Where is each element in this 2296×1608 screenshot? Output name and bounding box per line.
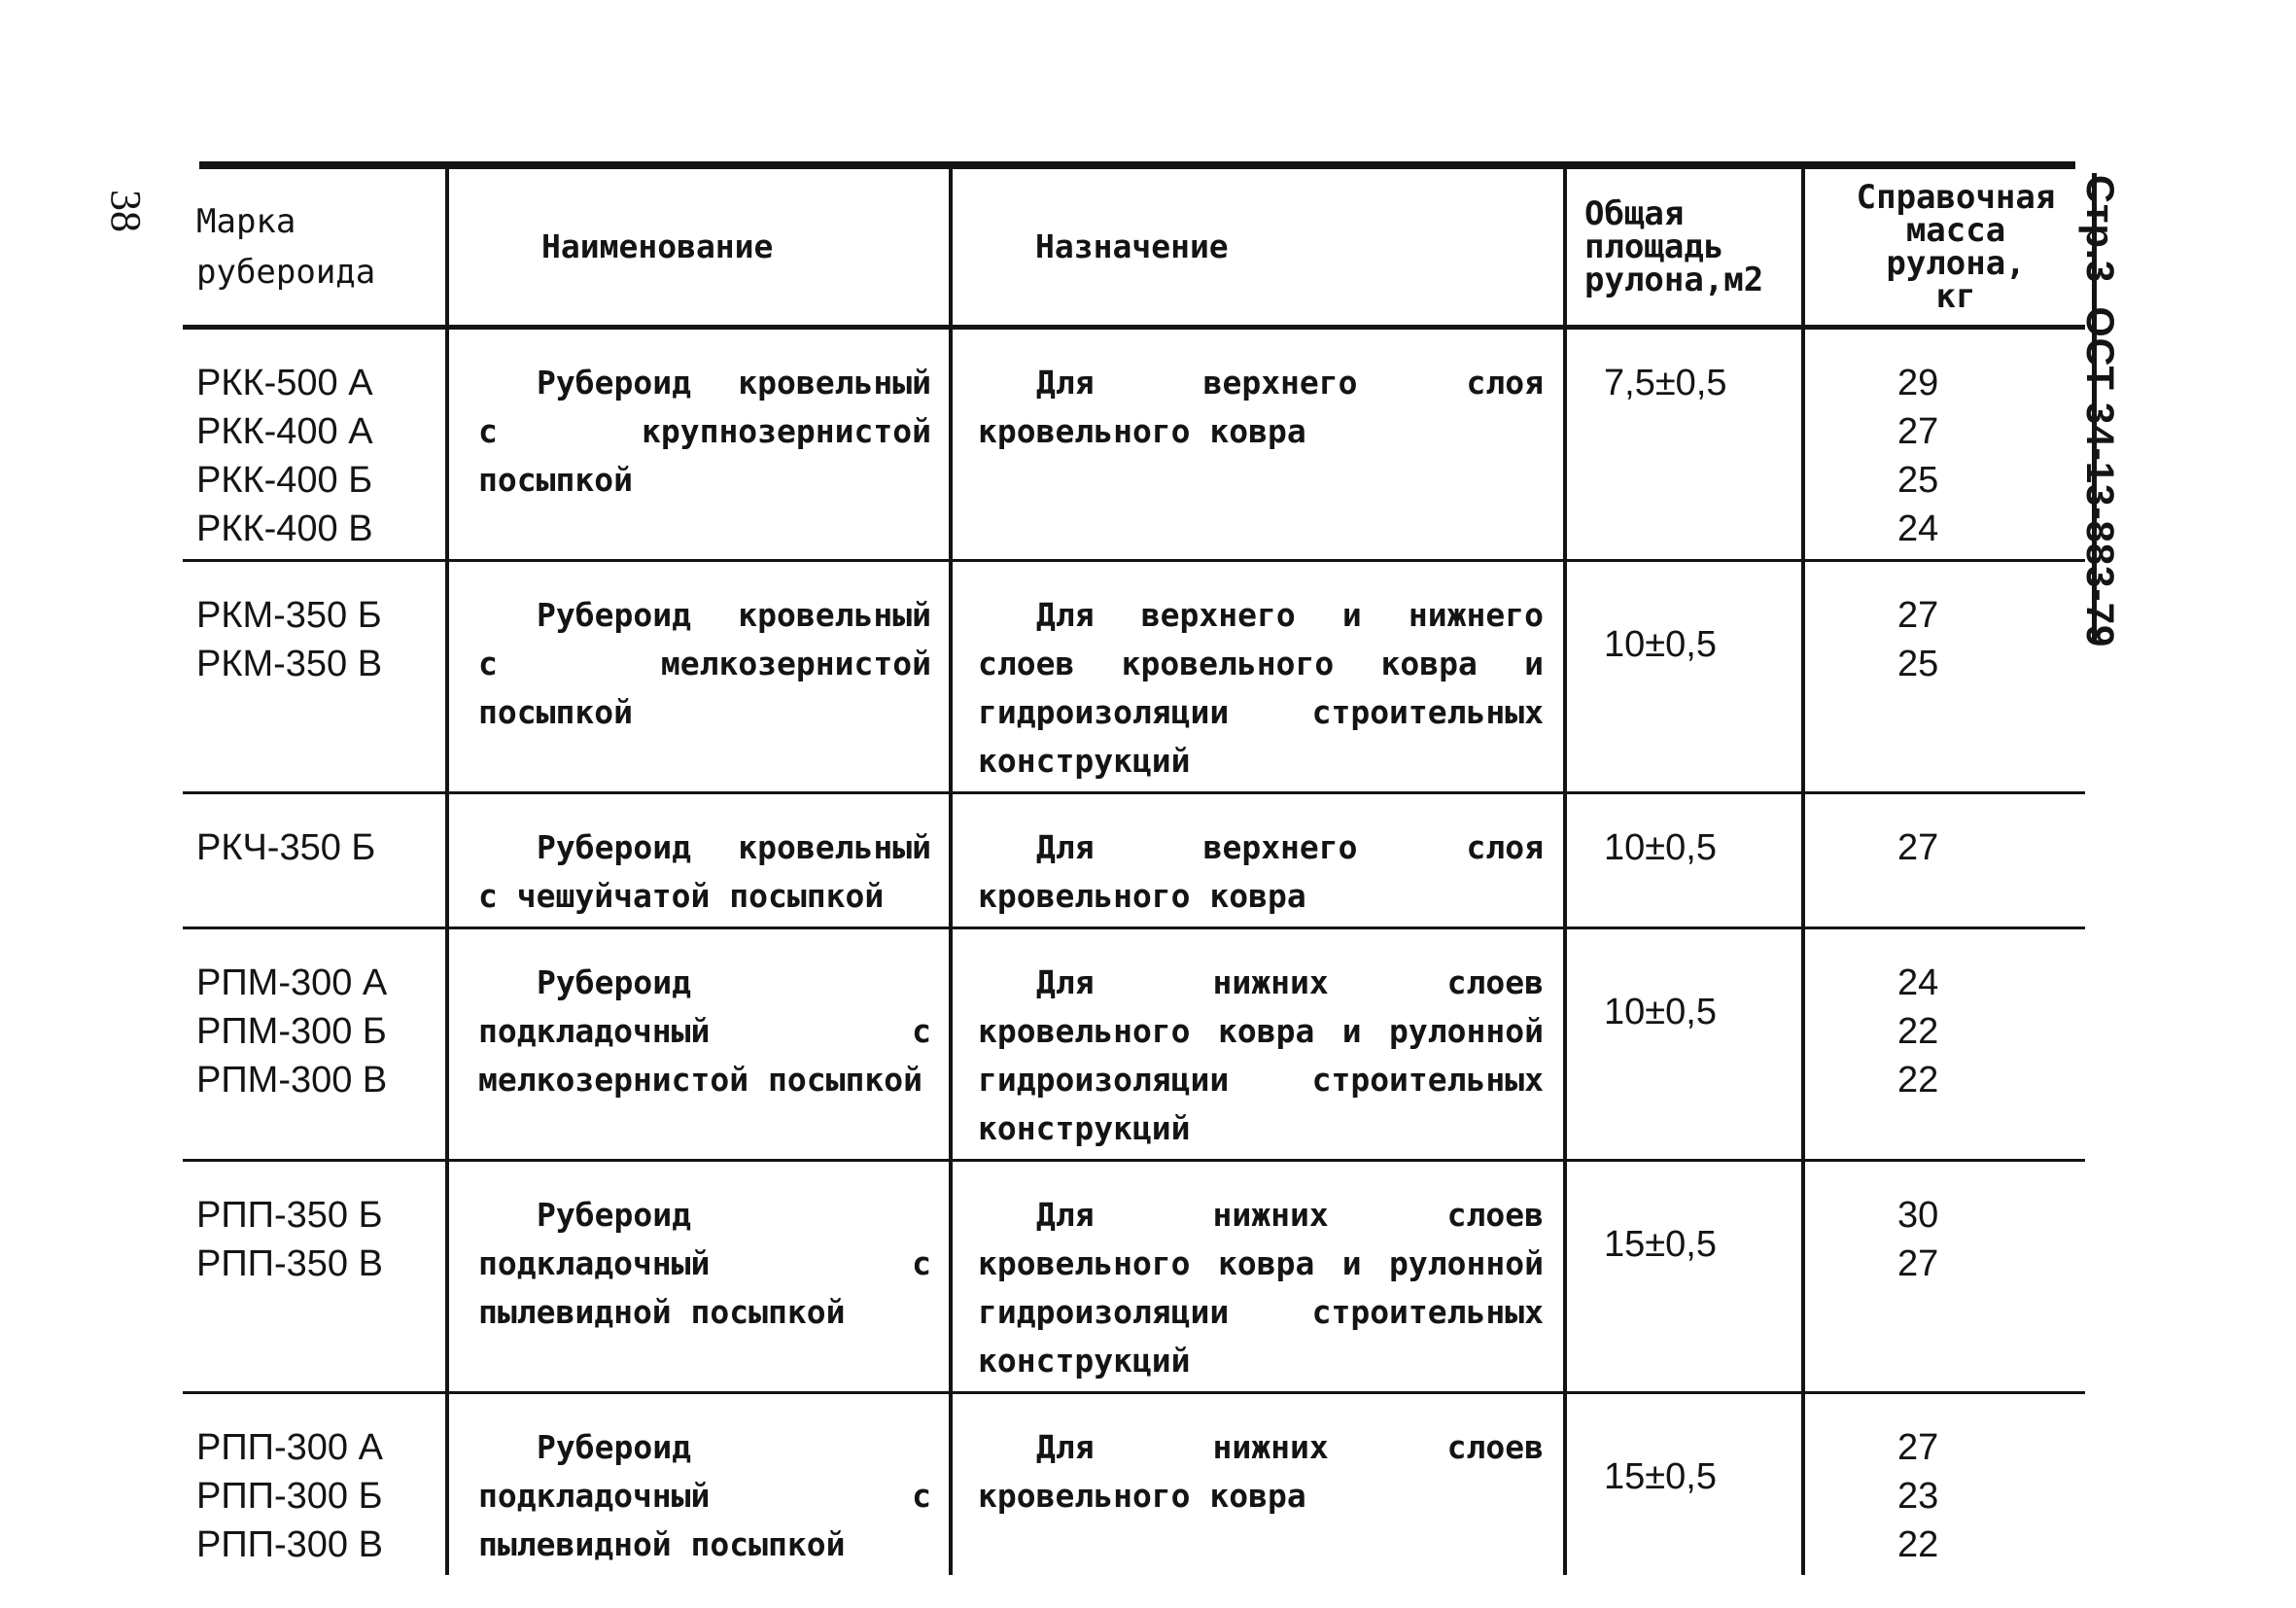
- name-cell: [447, 793, 951, 928]
- purpose-cell: [951, 328, 1565, 561]
- grade-cell: [183, 561, 447, 793]
- area-cell: [1565, 1393, 1803, 1576]
- mass-cell: [1803, 1393, 2085, 1576]
- area-cell: [1565, 928, 1803, 1161]
- roll-area: 7,5±0,5: [1604, 363, 1727, 403]
- roll-mass: 27: [1897, 595, 1939, 636]
- roll-mass: 27: [1897, 827, 1939, 868]
- purpose-cell: [951, 1393, 1565, 1576]
- roll-mass: 30: [1897, 1195, 1939, 1236]
- grade-cell: [183, 1161, 447, 1393]
- purpose-cell: [951, 793, 1565, 928]
- table-body: [183, 328, 2085, 1576]
- grade-code: РПМ-300 А: [196, 962, 388, 1003]
- roll-area: 15±0,5: [1604, 1456, 1717, 1497]
- grade-cell: [183, 328, 447, 561]
- area-cell: [1565, 561, 1803, 793]
- material-name: Рубероид подкладочный с мелкозернистой посыпкой: [478, 963, 931, 1099]
- table-row: [183, 561, 2085, 793]
- roll-mass: 27: [1897, 1427, 1939, 1468]
- header-area-line: Общая: [1584, 194, 1685, 233]
- grade-code: РПП-300 Б: [196, 1476, 383, 1517]
- name-cell: [447, 928, 951, 1161]
- header-mass-line: Справочная: [1856, 178, 2056, 217]
- header-row: [183, 169, 2085, 328]
- roll-mass: 24: [1897, 962, 1939, 1003]
- roll-mass: 27: [1897, 1243, 1939, 1284]
- header-name-line: Наименование: [541, 227, 774, 265]
- table-row: [183, 793, 2085, 928]
- grade-cell: [183, 1393, 447, 1576]
- roll-mass: 25: [1897, 644, 1939, 684]
- material-purpose: Для нижних слоев кровельного ковра и рулонной гидроизоляции строительных конструкций: [978, 963, 1544, 1147]
- grade-code: РКМ-350 Б: [196, 595, 382, 636]
- material-purpose: Для верхнего слоя кровельного ковра: [978, 828, 1544, 915]
- materials-table: [183, 169, 2085, 1575]
- grade-code: РПМ-300 В: [196, 1060, 388, 1101]
- header-purpose-line: Назначение: [1035, 227, 1229, 265]
- header-area-line: площадь: [1584, 227, 1724, 266]
- mass-cell: [1803, 1161, 2085, 1393]
- name-cell: [447, 328, 951, 561]
- grade-cell: [183, 793, 447, 928]
- purpose-cell: [951, 561, 1565, 793]
- grade-code: РКК-400 А: [196, 411, 373, 452]
- header-area-line: рулона,м2: [1584, 261, 1764, 299]
- table-top-rule: [199, 161, 2075, 169]
- header-grade: [183, 169, 447, 328]
- header-purpose: [951, 169, 1565, 328]
- mass-cell: [1803, 328, 2085, 561]
- header-grade-line: Марка: [196, 202, 296, 241]
- roll-mass: 25: [1897, 460, 1939, 501]
- name-cell: [447, 561, 951, 793]
- roll-mass: 22: [1897, 1524, 1939, 1565]
- page-number: 38: [102, 190, 150, 232]
- purpose-cell: [951, 1161, 1565, 1393]
- material-purpose: Для нижних слоев кровельного ковра и рулонной гидроизоляции строительных конструкций: [978, 1196, 1544, 1380]
- material-name: Рубероид подкладочный с пылевидной посыпкой: [478, 1428, 931, 1563]
- grade-code: РКК-400 В: [196, 508, 373, 549]
- grade-code: РПП-300 В: [196, 1524, 383, 1565]
- name-cell: [447, 1393, 951, 1576]
- area-cell: [1565, 1161, 1803, 1393]
- area-cell: [1565, 793, 1803, 928]
- roll-mass: 22: [1897, 1060, 1939, 1101]
- material-purpose: Для нижних слоев кровельного ковра: [978, 1428, 1544, 1515]
- table-row: [183, 1393, 2085, 1576]
- name-cell: [447, 1161, 951, 1393]
- header-area: [1565, 169, 1803, 328]
- material-purpose: Для верхнего слоя кровельного ковра: [978, 364, 1544, 450]
- roll-area: 10±0,5: [1604, 827, 1717, 868]
- grade-code: РПП-350 В: [196, 1243, 383, 1284]
- roll-mass: 24: [1897, 508, 1939, 549]
- grade-cell: [183, 928, 447, 1161]
- header-name: [447, 169, 951, 328]
- material-name: Рубероид подкладочный с пылевидной посыпкой: [478, 1196, 931, 1331]
- mass-cell: [1803, 793, 2085, 928]
- material-purpose: Для верхнего и нижнего слоев кровельного ковра и гидроизоляции строительных конструкций: [978, 596, 1544, 780]
- roll-mass: 27: [1897, 411, 1939, 452]
- grade-code: РПП-350 Б: [196, 1195, 383, 1236]
- grade-code: РПП-300 А: [196, 1427, 383, 1468]
- material-name: Рубероид кровельный с чешуйчатой посыпкой: [478, 828, 931, 915]
- mass-cell: [1803, 561, 2085, 793]
- standard-marker: Стр.3 ОСТ 34-13-883-79: [2078, 175, 2121, 648]
- grade-code: РКК-500 А: [196, 363, 373, 403]
- roll-mass: 22: [1897, 1011, 1939, 1052]
- roll-area: 10±0,5: [1604, 624, 1717, 665]
- roll-mass: 29: [1897, 363, 1939, 403]
- grade-code: РКМ-350 В: [196, 644, 383, 684]
- grade-code: РКЧ-350 Б: [196, 827, 376, 868]
- grade-code: РКК-400 Б: [196, 460, 373, 501]
- roll-mass: 23: [1897, 1476, 1939, 1517]
- material-name: Рубероид кровельный с крупнозернистой посыпкой: [478, 364, 931, 499]
- header-mass: [1803, 169, 2085, 328]
- header-grade-line: рубероида: [196, 253, 376, 292]
- roll-area: 10±0,5: [1604, 992, 1717, 1032]
- material-name: Рубероид кровельный с мелкозернистой посыпкой: [478, 596, 931, 731]
- purpose-cell: [951, 928, 1565, 1161]
- header-mass-line: масса рулона,: [1886, 211, 2026, 283]
- area-cell: [1565, 328, 1803, 561]
- mass-cell: [1803, 928, 2085, 1161]
- roll-area: 15±0,5: [1604, 1224, 1717, 1265]
- grade-code: РПМ-300 Б: [196, 1011, 387, 1052]
- table-row: [183, 328, 2085, 561]
- table-row: [183, 1161, 2085, 1393]
- table-row: [183, 928, 2085, 1161]
- header-mass-line: кг: [1935, 277, 1976, 316]
